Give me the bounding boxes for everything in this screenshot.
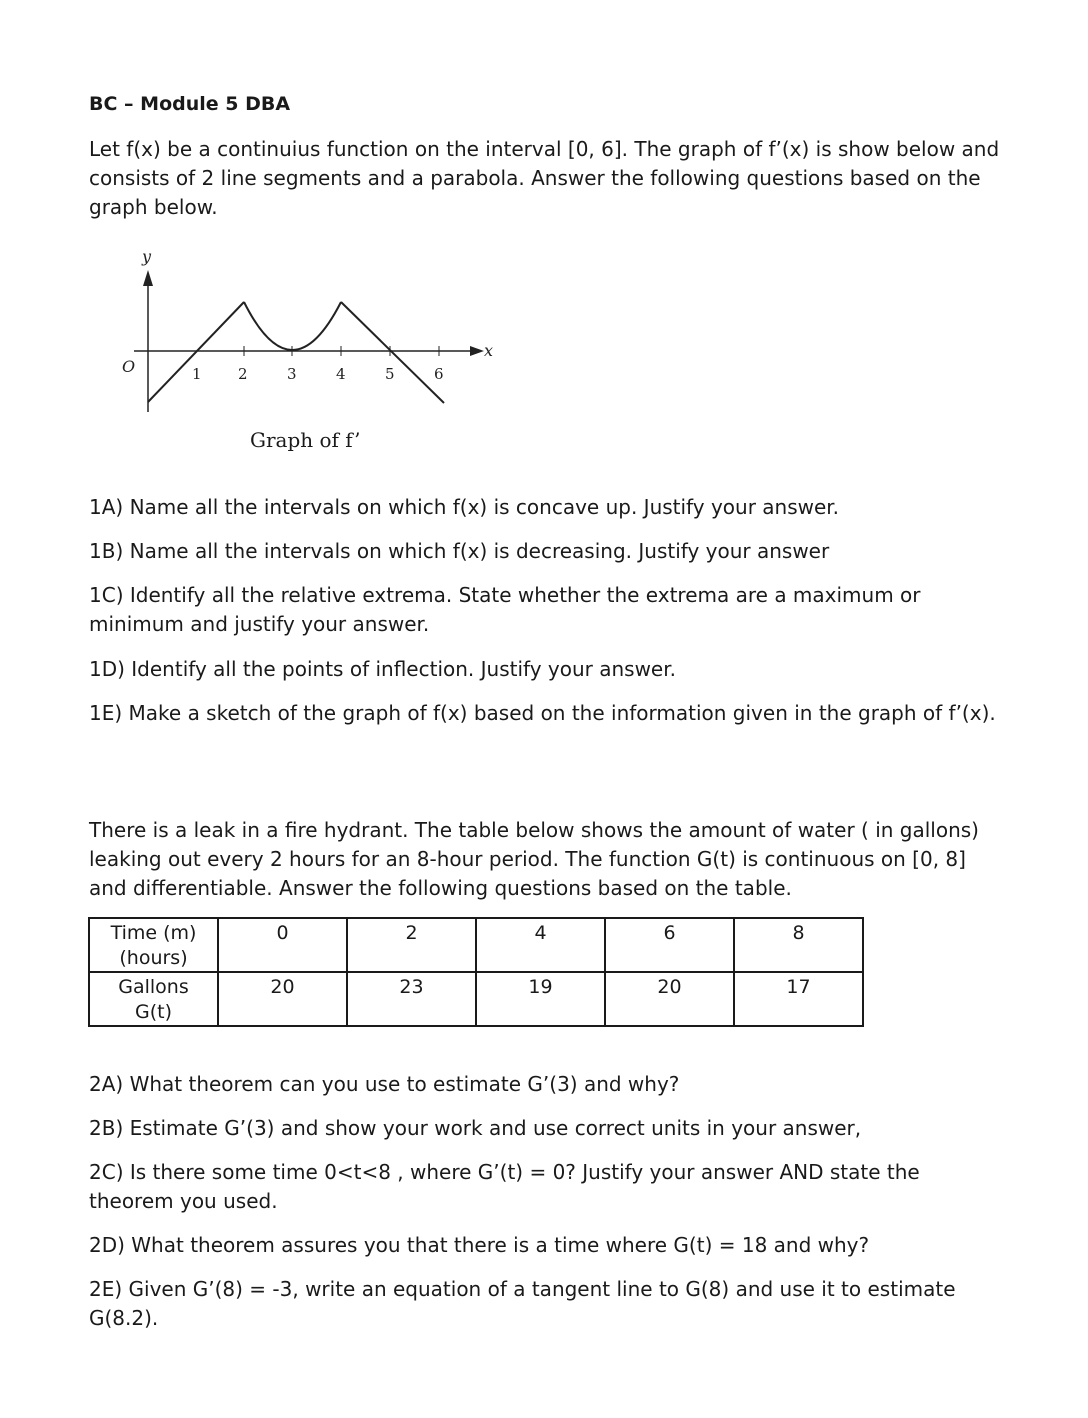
question-1e: 1E) Make a sketch of the graph of f(x) based on the information given in the graph of f’(x). <box>89 701 996 725</box>
question-2a: 2A) What theorem can you use to estimate G’(3) and why? <box>89 1072 680 1096</box>
page-title: BC – Module 5 DBA <box>89 93 291 115</box>
table-header-cell <box>89 918 218 972</box>
question-2e: 2E) Given G’(8) = -3, write an equation of a tangent line to G(8) and use it to estimate G(8.2). <box>89 1277 956 1330</box>
row-header-line: G(t) <box>135 1001 172 1023</box>
tick-label: 2 <box>238 365 248 383</box>
question-2b: 2B) Estimate G’(3) and show your work and use correct units in your answer, <box>89 1116 862 1140</box>
tick-label: 5 <box>385 365 395 383</box>
table-cell: 4 <box>476 918 605 972</box>
table-cell: 8 <box>734 918 863 972</box>
tick-label: 1 <box>192 365 202 383</box>
tick-label: 6 <box>434 365 444 383</box>
y-axis-arrow <box>143 270 153 286</box>
y-axis-label: y <box>142 247 152 266</box>
tick-label: 4 <box>336 365 346 383</box>
hydrant-paragraph: There is a leak in a fire hydrant. The table below shows the amount of water ( in gallons) leaking out every 2 hours for an 8-hour period. The function G(t) is continuous on [0, 8] and differentiable. Answer the following questions based on the table. <box>89 818 979 900</box>
origin-label: O <box>122 357 136 376</box>
x-axis-label: x <box>484 341 494 360</box>
x-axis-arrow <box>470 346 484 356</box>
row-header-line: (hours) <box>119 947 188 969</box>
parabola-segment <box>244 302 341 350</box>
table-header-cell <box>89 972 218 1026</box>
graph-caption: Graph of f’ <box>250 428 361 452</box>
row-header-line: Time (m) <box>110 922 197 944</box>
question-1c: 1C) Identify all the relative extrema. State whether the extrema are a maximum or minimum and justify your answer. <box>89 583 921 636</box>
segment-2 <box>341 302 444 403</box>
question-1a: 1A) Name all the intervals on which f(x) is concave up. Justify your answer. <box>89 495 840 519</box>
gallons-table <box>88 917 864 1027</box>
question-1d: 1D) Identify all the points of inflection. Justify your answer. <box>89 657 676 681</box>
table-cell: 20 <box>605 972 734 1026</box>
table-cell: 0 <box>218 918 347 972</box>
row-header-line: Gallons <box>118 976 189 998</box>
intro-paragraph: Let f(x) be a continuius function on the interval [0, 6]. The graph of f’(x) is show below and consists of 2 line segments and a parabola. Answer the following questions based on the graph below. <box>89 137 1000 219</box>
segment-1 <box>148 302 244 402</box>
question-1b: 1B) Name all the intervals on which f(x) is decreasing. Justify your answer <box>89 539 830 563</box>
table-cell: 20 <box>218 972 347 1026</box>
table-cell: 6 <box>605 918 734 972</box>
tick-label: 3 <box>287 365 297 383</box>
question-2d: 2D) What theorem assures you that there is a time where G(t) = 18 and why? <box>89 1233 870 1257</box>
table-cell: 23 <box>347 972 476 1026</box>
question-2c: 2C) Is there some time 0<t<8 , where G’(t) = 0? Justify your answer AND state the theorem you used. <box>89 1160 920 1213</box>
table-row <box>89 972 863 1026</box>
table-cell: 2 <box>347 918 476 972</box>
table-cell: 19 <box>476 972 605 1026</box>
table-row <box>89 918 863 972</box>
table-cell: 17 <box>734 972 863 1026</box>
